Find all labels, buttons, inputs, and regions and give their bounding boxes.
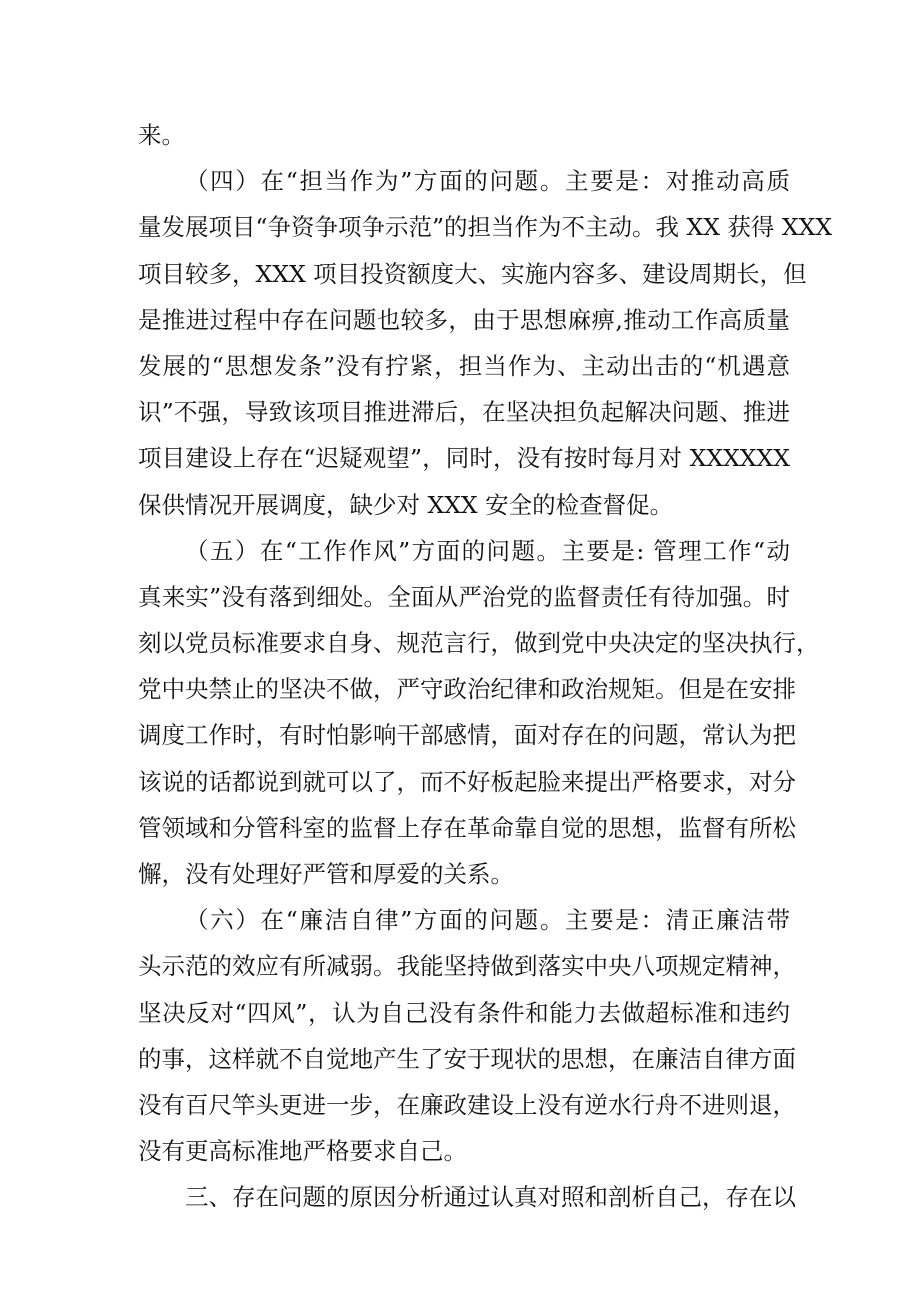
text-line: 管领域和分管科室的监督上存在革命靠自觉的思想，监督有所松 — [138, 813, 796, 842]
text-line: 保供情况开展调度，缺少对 XXX 安全的检查督促。 — [138, 490, 674, 519]
text-line: 刻以党员标准要求自身、规范言行，做到党中央决定的坚决执行， — [138, 629, 820, 658]
text-line: 的事，这样就不自觉地产生了安于现状的思想，在廉洁自律方面 — [138, 1044, 796, 1073]
text-line: 发展的“思想发条”没有拧紧，担当作为、主动出击的“机遇意 — [138, 351, 790, 380]
text-line: 项目建设上存在“迟疑观望”，同时，没有按时每月对 XXXXXX — [138, 444, 790, 473]
text-line: 懈，没有处理好严管和厚爱的关系。 — [138, 860, 514, 888]
text-line: 项目较多，XXX 项目投资额度大、实施内容多、建设周期长，但 — [138, 259, 807, 288]
section-three-heading-line: 三、存在问题的原因分析通过认真对照和剖析自己，存在以 — [185, 1183, 796, 1212]
text-line: 没有更高标准地严格要求自己。 — [138, 1137, 467, 1166]
text-line: 量发展项目“争资争项争示范”的担当作为不主动。我 XX 获得 XXX — [138, 213, 833, 242]
text-line: 坚决反对“四风”，认为自己没有条件和能力去做超标准和违约 — [138, 998, 790, 1027]
text-line: 识”不强，导致该项目推进滞后，在坚决担负起解决问题、推进 — [138, 398, 790, 427]
text-line: 是推进过程中存在问题也较多，由于思想麻痹,推动工作高质量 — [138, 305, 790, 334]
section-five-heading-line: （五）在“工作作风”方面的问题。主要是: 管理工作“动 — [185, 536, 790, 565]
text-line: 来。 — [138, 121, 185, 149]
text-line: 调度工作时，有时怕影响干部感情，面对存在的问题，常认为把 — [138, 721, 796, 750]
document-body — [138, 112, 833, 1221]
text-line: 该说的话都说到就可以了，而不好板起脸来提出严格要求，对分 — [138, 767, 796, 796]
text-line: 没有百尺竿头更进一步，在廉政建设上没有逆水行舟不进则退， — [138, 1090, 796, 1119]
section-six-heading-line: （六）在“廉洁自律”方面的问题。主要是：清正廉洁带 — [185, 906, 790, 935]
section-four-heading-line: （四）在“担当作为”方面的问题。主要是：对推动高质 — [185, 167, 790, 196]
text-line: 真来实”没有落到细处。全面从严治党的监督责任有待加强。时 — [138, 582, 790, 611]
text-line: 头示范的效应有所减弱。我能坚持做到落实中央八项规定精神， — [138, 952, 796, 981]
text-line: 党中央禁止的坚决不做，严守政治纪律和政治规矩。但是在安排 — [138, 675, 796, 704]
